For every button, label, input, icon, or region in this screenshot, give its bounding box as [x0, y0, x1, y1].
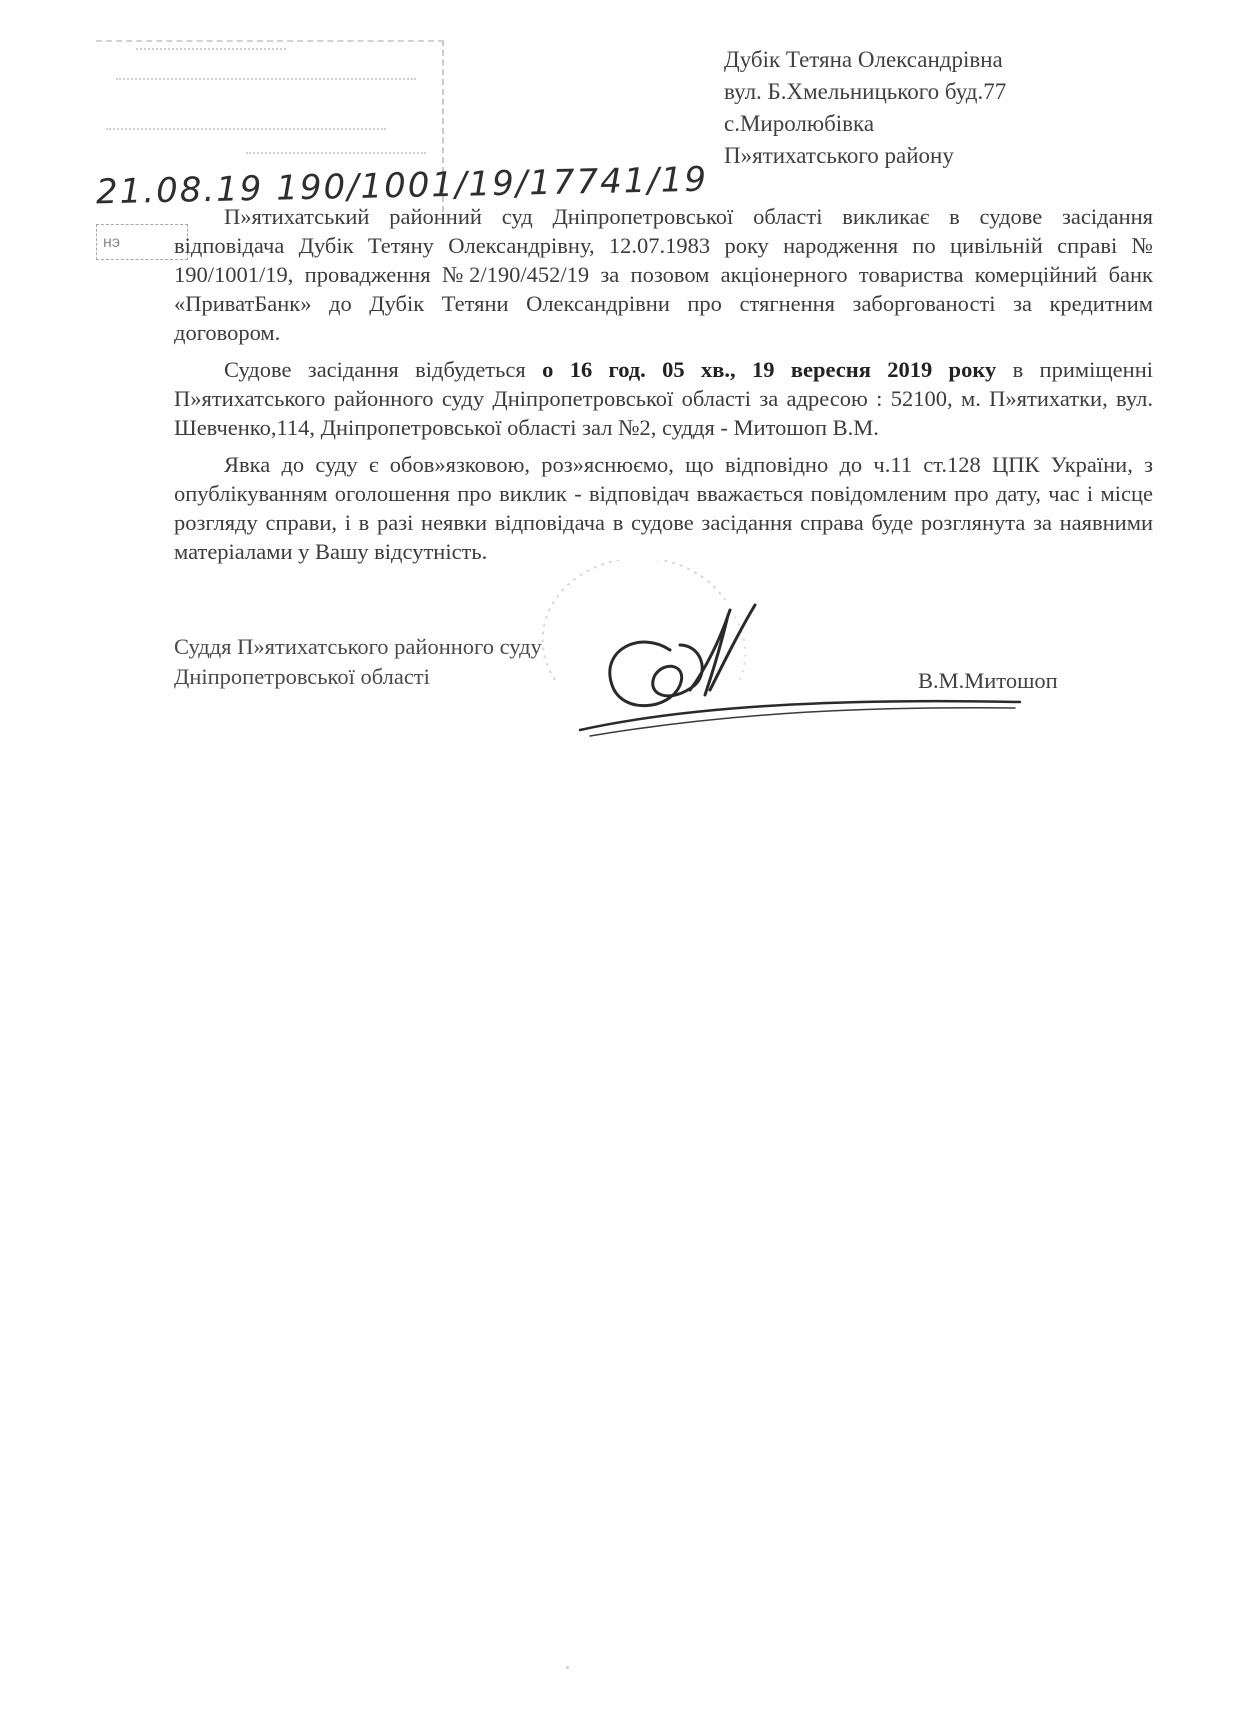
hearing-intro: Судове засідання відбудеться	[224, 357, 543, 382]
addressee-village: с.Миролюбівка	[724, 111, 875, 136]
addressee-district: П»ятихатського району	[724, 143, 954, 168]
addressee-street: вул. Б.Хмельницького буд.77	[724, 79, 1007, 104]
judge-title-line1: Суддя П»ятихатського районного суду	[174, 634, 542, 659]
judge-title-line2: Дніпропетровської області	[174, 664, 430, 689]
judge-title	[174, 632, 542, 692]
document-body	[174, 202, 1153, 574]
addressee-name: Дубік Тетяна Олександрівна	[724, 47, 1003, 72]
hearing-datetime: о 16 год. 05 хв., 19 вересня 2019 року	[542, 357, 997, 382]
attendance-paragraph: Явка до суду є обов»язковою, роз»яснюємо, що відповідно до ч.11 ст.128 ЦПК України, з опублікуванням оголошення про виклик - відповідач вважається повідомленим про дату, час і місце розгляду справи, і в разі неявки відповідача в судове засідання справа буде розглянута за наявними матеріалами у Вашу відсутність.	[174, 452, 1153, 564]
registration-box: нэ	[96, 224, 188, 260]
hearing-location: в приміщенні П»ятихатського районного суду Дніпропетровської області за адресою : 52100, м. П»ятихатки, вул. Шевченко,114, Дніпропетровської області зал №2, суддя - Митошоп В.М.	[174, 357, 1153, 440]
handwritten-registration-number: 21.08.19 190/1001/19/17741/19	[95, 159, 709, 213]
addressee-block	[724, 44, 1006, 172]
judge-name: В.М.Митошоп	[918, 668, 1058, 693]
scan-speck	[566, 1666, 569, 1669]
hearing-paragraph	[174, 355, 1153, 442]
summons-paragraph: П»ятихатський районний суд Дніпропетровської області викликає в судове засідання відповідача Дубік Тетяну Олександрівну, 12.07.1983 року народження по цивільній справі № 190/1001/19, провадження №2/190/452/19 за позовом акціонерного товариства комерційний банк «ПриватБанк» до Дубік Тетяни Олександрівни про стягнення заборгованості за кредитним договором.	[174, 204, 1153, 345]
